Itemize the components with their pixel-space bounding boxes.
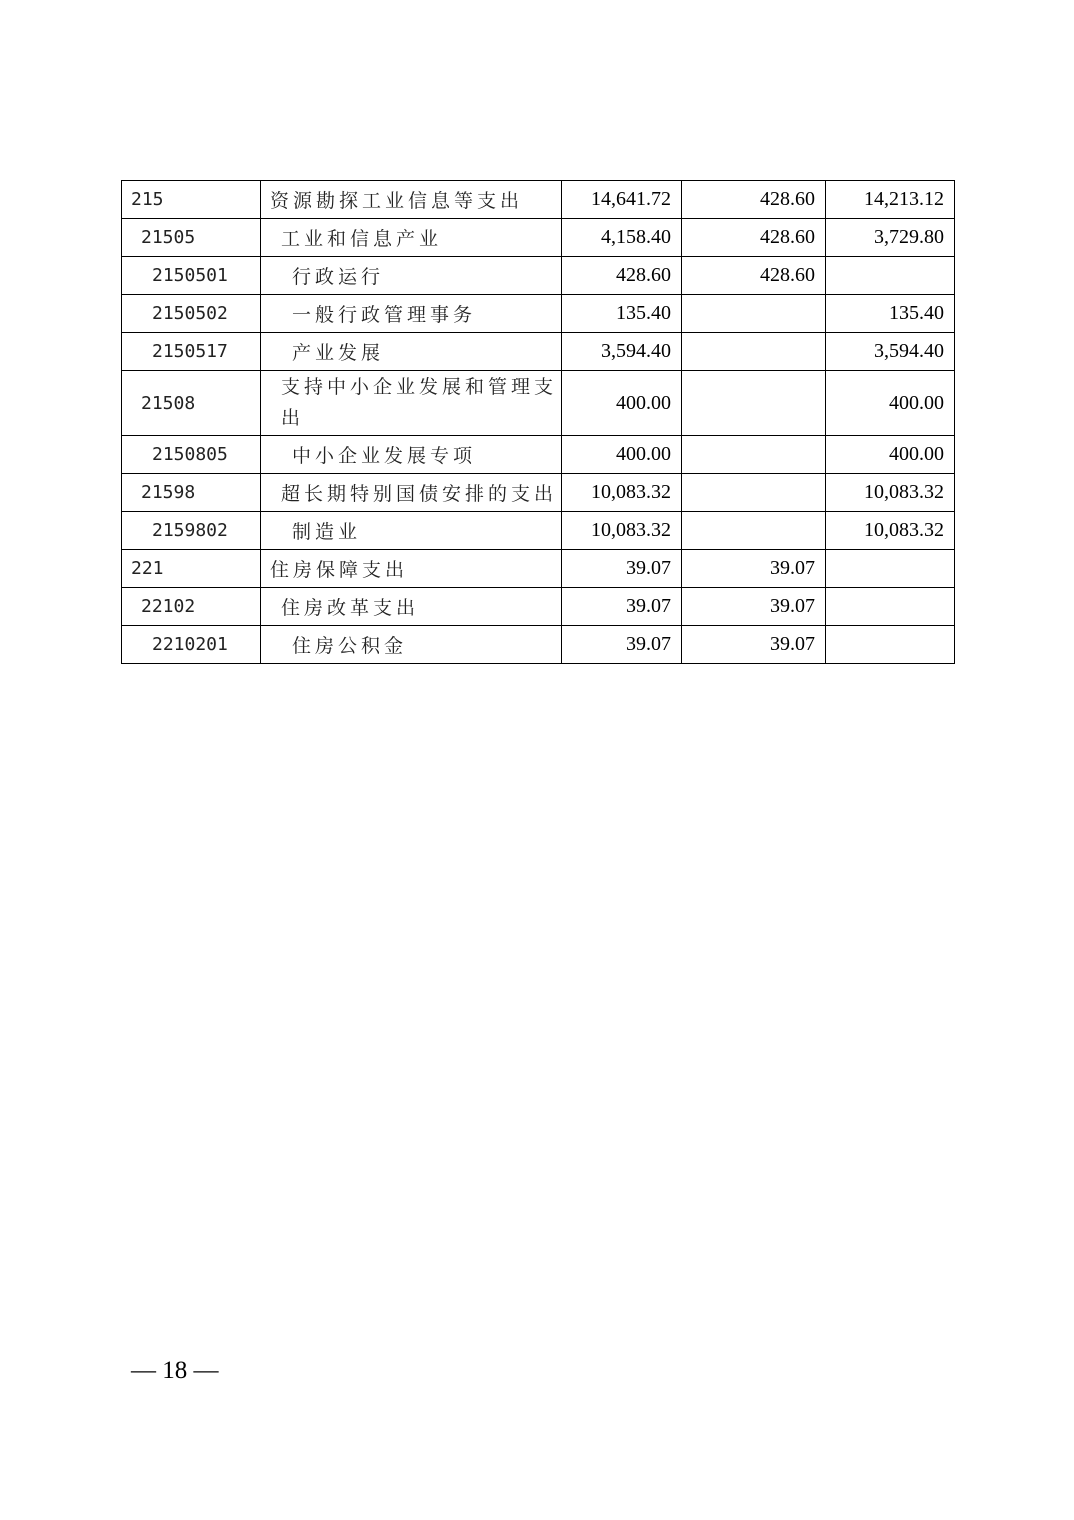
subject-code: 2150501 [122, 257, 261, 295]
total-amount: 39.07 [562, 550, 682, 588]
basic-amount: 39.07 [682, 626, 826, 664]
basic-amount [682, 295, 826, 333]
project-amount: 10,083.32 [826, 474, 955, 512]
subject-code: 221 [122, 550, 261, 588]
table-row [122, 474, 955, 512]
project-amount [826, 257, 955, 295]
budget-expenditure-table [121, 180, 955, 664]
total-amount: 10,083.32 [562, 512, 682, 550]
basic-amount [682, 512, 826, 550]
total-amount: 39.07 [562, 626, 682, 664]
table-row [122, 588, 955, 626]
subject-name: 行政运行 [261, 257, 562, 295]
subject-code: 2210201 [122, 626, 261, 664]
project-amount: 3,594.40 [826, 333, 955, 371]
project-amount: 400.00 [826, 436, 955, 474]
project-amount [826, 588, 955, 626]
subject-code: 2150517 [122, 333, 261, 371]
project-amount: 3,729.80 [826, 219, 955, 257]
table-row [122, 512, 955, 550]
basic-amount: 428.60 [682, 257, 826, 295]
subject-name: 超长期特别国债安排的支出 [261, 474, 562, 512]
subject-name: 工业和信息产业 [261, 219, 562, 257]
project-amount: 10,083.32 [826, 512, 955, 550]
subject-name: 住房改革支出 [261, 588, 562, 626]
total-amount: 39.07 [562, 588, 682, 626]
subject-name: 中小企业发展专项 [261, 436, 562, 474]
table-row [122, 257, 955, 295]
subject-code: 21508 [122, 371, 261, 436]
table-row [122, 436, 955, 474]
project-amount [826, 626, 955, 664]
basic-amount [682, 371, 826, 436]
total-amount: 428.60 [562, 257, 682, 295]
subject-code: 2150805 [122, 436, 261, 474]
basic-amount: 39.07 [682, 550, 826, 588]
total-amount: 135.40 [562, 295, 682, 333]
subject-code: 215 [122, 181, 261, 219]
total-amount: 14,641.72 [562, 181, 682, 219]
table-row [122, 371, 955, 436]
subject-name: 住房保障支出 [261, 550, 562, 588]
subject-name: 资源勘探工业信息等支出 [261, 181, 562, 219]
total-amount: 400.00 [562, 436, 682, 474]
total-amount: 4,158.40 [562, 219, 682, 257]
project-amount [826, 550, 955, 588]
table-row [122, 550, 955, 588]
table-row [122, 181, 955, 219]
table-row [122, 626, 955, 664]
subject-code: 2159802 [122, 512, 261, 550]
subject-code: 2150502 [122, 295, 261, 333]
subject-name: 支持中小企业发展和管理支出 [261, 371, 562, 436]
project-amount: 135.40 [826, 295, 955, 333]
table-row [122, 333, 955, 371]
basic-amount: 39.07 [682, 588, 826, 626]
subject-code: 22102 [122, 588, 261, 626]
table-row [122, 219, 955, 257]
total-amount: 3,594.40 [562, 333, 682, 371]
basic-amount: 428.60 [682, 219, 826, 257]
basic-amount [682, 474, 826, 512]
subject-name: 住房公积金 [261, 626, 562, 664]
subject-name: 一般行政管理事务 [261, 295, 562, 333]
subject-name: 产业发展 [261, 333, 562, 371]
table-row [122, 295, 955, 333]
basic-amount [682, 436, 826, 474]
basic-amount: 428.60 [682, 181, 826, 219]
page-number: — 18 — [131, 1357, 219, 1384]
project-amount: 14,213.12 [826, 181, 955, 219]
subject-code: 21505 [122, 219, 261, 257]
project-amount: 400.00 [826, 371, 955, 436]
total-amount: 10,083.32 [562, 474, 682, 512]
subject-code: 21598 [122, 474, 261, 512]
subject-name: 制造业 [261, 512, 562, 550]
total-amount: 400.00 [562, 371, 682, 436]
basic-amount [682, 333, 826, 371]
